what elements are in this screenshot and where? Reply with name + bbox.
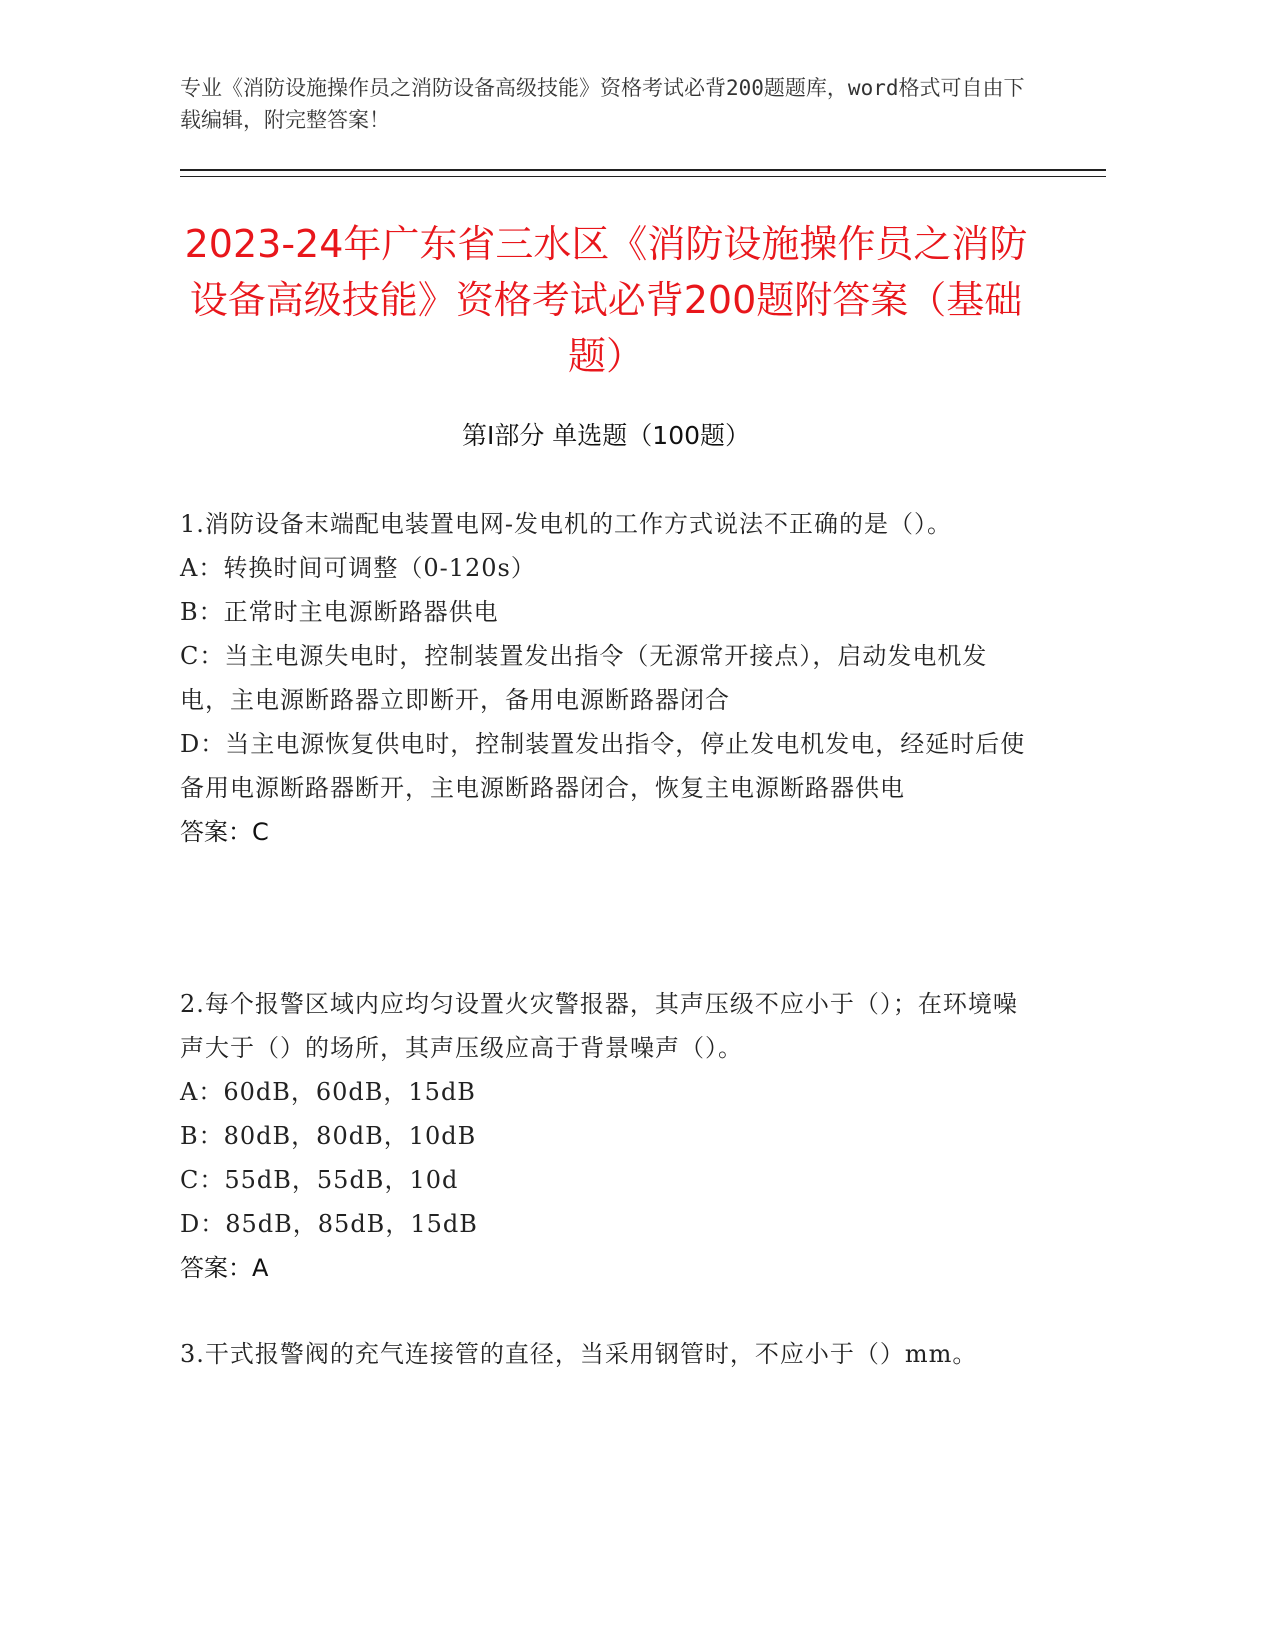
option-b: B：正常时主电源断路器供电	[180, 598, 499, 626]
option-c: C：当主电源失电时，控制装置发出指令（无源常开接点），启动发电机发电，主电源断路器立即断开，备用电源断路器闭合	[180, 642, 988, 714]
header-divider-thin	[180, 176, 1106, 177]
option-a: A：转换时间可调整（0-120s）	[180, 554, 536, 582]
header-divider-thick	[180, 169, 1106, 171]
option-d: D：当主电源恢复供电时，控制装置发出指令，停止发电机发电，经延时后使备用电源断路器断开，主电源断路器闭合，恢复主电源断路器供电	[180, 730, 1026, 802]
question-1	[180, 502, 1030, 854]
answer: 答案：C	[180, 818, 269, 846]
header-note: 专业《消防设施操作员之消防设备高级技能》资格考试必背200题题库，word格式可自由下载编辑，附完整答案！	[180, 76, 1025, 132]
option-b: B：80dB，80dB，10dB	[180, 1122, 477, 1150]
option-a: A：60dB，60dB，15dB	[180, 1078, 476, 1106]
question-2	[180, 982, 1030, 1290]
question-stem: 1.消防设备末端配电装置电网-发电机的工作方式说法不正确的是（）。	[180, 510, 953, 538]
option-d: D：85dB，85dB，15dB	[180, 1210, 478, 1238]
question-stem: 2.每个报警区域内应均匀设置火灾警报器，其声压级不应小于（）；在环境噪声大于（）的场所，其声压级应高于背景噪声（）。	[180, 990, 1018, 1062]
answer: 答案：A	[180, 1254, 269, 1282]
section-heading: 第I部分 单选题（100题）	[461, 421, 751, 450]
question-stem: 3.干式报警阀的充气连接管的直径，当采用钢管时，不应小于（）mm。	[180, 1340, 978, 1368]
question-3	[180, 1332, 1030, 1376]
option-c: C：55dB，55dB，10d	[180, 1166, 459, 1194]
document-title: 2023-24年广东省三水区《消防设施操作员之消防设备高级技能》资格考试必背200题附答案（基础题）	[184, 222, 1028, 378]
